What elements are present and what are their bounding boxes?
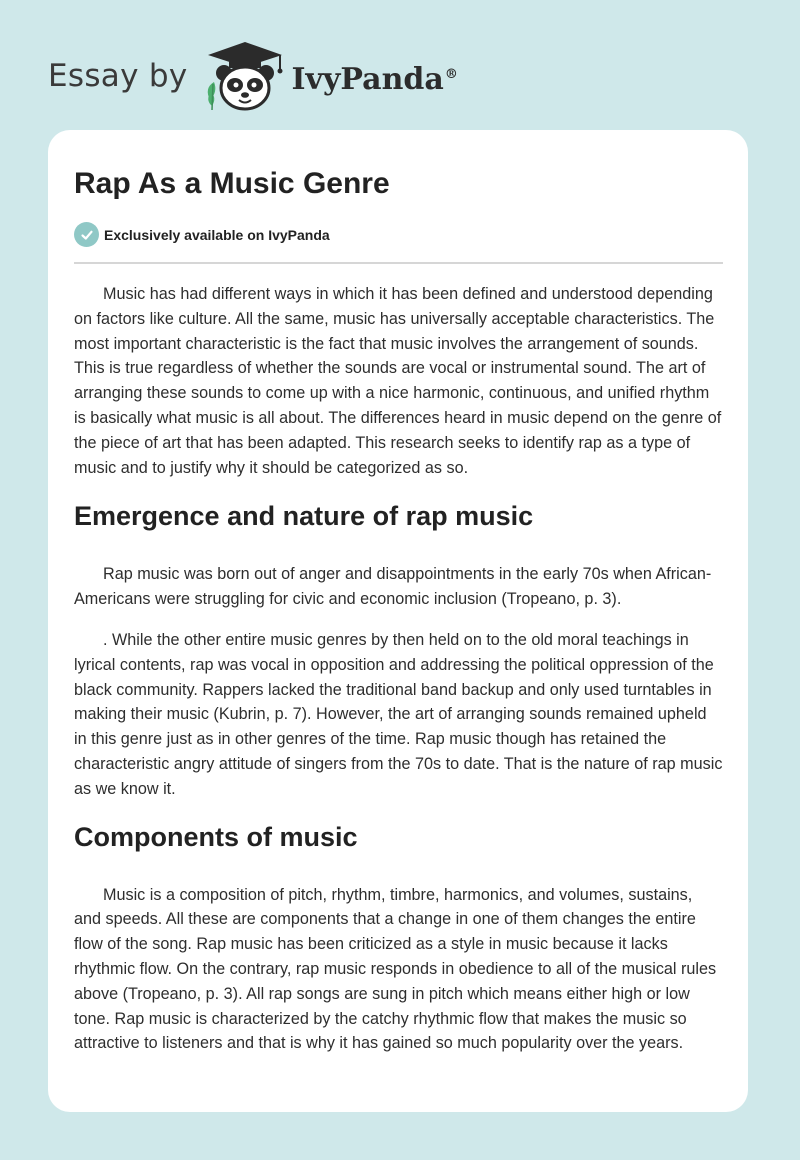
exclusive-badge-text: Exclusively available on IvyPanda [104, 226, 330, 243]
exclusive-badge [74, 222, 723, 247]
essay-card [48, 130, 748, 1112]
components-paragraph-1: Music is a composition of pitch, rhythm, timbre, harmonics, and volumes, sustains, and speeds. All these are components that a change in one of them changes the entire flow of the song. Rap music has been criticized as a style in music because it lacks rhythmic flow. On the contrary, rap music responds in obedience to all of the musical rules above (Tropeano, p. 3). All rap songs are sung in pitch which means either high or low tone. Rap music is characterized by the catchy rhythmic flow that makes the music so attractive to listeners and that is why it has gained so much popularity over the years. [74, 885, 717, 1053]
registered-mark: ® [444, 66, 458, 82]
title-divider [74, 262, 723, 264]
check-icon [74, 222, 99, 247]
emergence-paragraph-1: Rap music was born out of anger and disappointments in the early 70s when African-Americans were struggling for civic and economic inclusion (Tropeano, p. 3). [74, 565, 712, 609]
section-heading-emergence: Emergence and nature of rap music [74, 501, 534, 532]
panda-logo-icon[interactable] [202, 40, 288, 112]
essay-title: Rap As a Music Genre [74, 167, 390, 200]
brand-name-text: IvyPanda [291, 61, 444, 97]
intro-paragraph: Music has had different ways in which it has been defined and understood depending on factors like culture. All the same, music has universally acceptable characteristics. The most important characteristic is the fact that music involves the arrangement of sounds. This is true regardless of whether the sounds are vocal or instrumental sound. The art of arranging these sounds to come up with a nice harmonic, continuous, and unified rhythm is basically what music is all about. The differences heard in music depend on the genre of the piece of art that has been adapted. This research seeks to identify rap as a type of music and to justify why it should be categorized as so. [74, 285, 722, 477]
essay-brand-header [48, 36, 458, 116]
ivypanda-brand-name[interactable] [292, 62, 458, 97]
essay-by-label: Essay by [48, 58, 188, 94]
emergence-paragraph-2: . While the other entire music genres by then held on to the old moral teachings in lyrical contents, rap was vocal in opposition and addressing the political oppression of the black community. Rappers lacked the traditional band backup and only used turntables in making their music (Kubrin, p. 7). However, the art of arranging sounds remained upheld in this genre just as in other genres of the time. Rap music though has retained the characteristic angry attitude of singers from the 70s to date. That is the nature of rap music as we know it. [74, 630, 723, 798]
section-heading-components: Components of music [74, 821, 358, 852]
